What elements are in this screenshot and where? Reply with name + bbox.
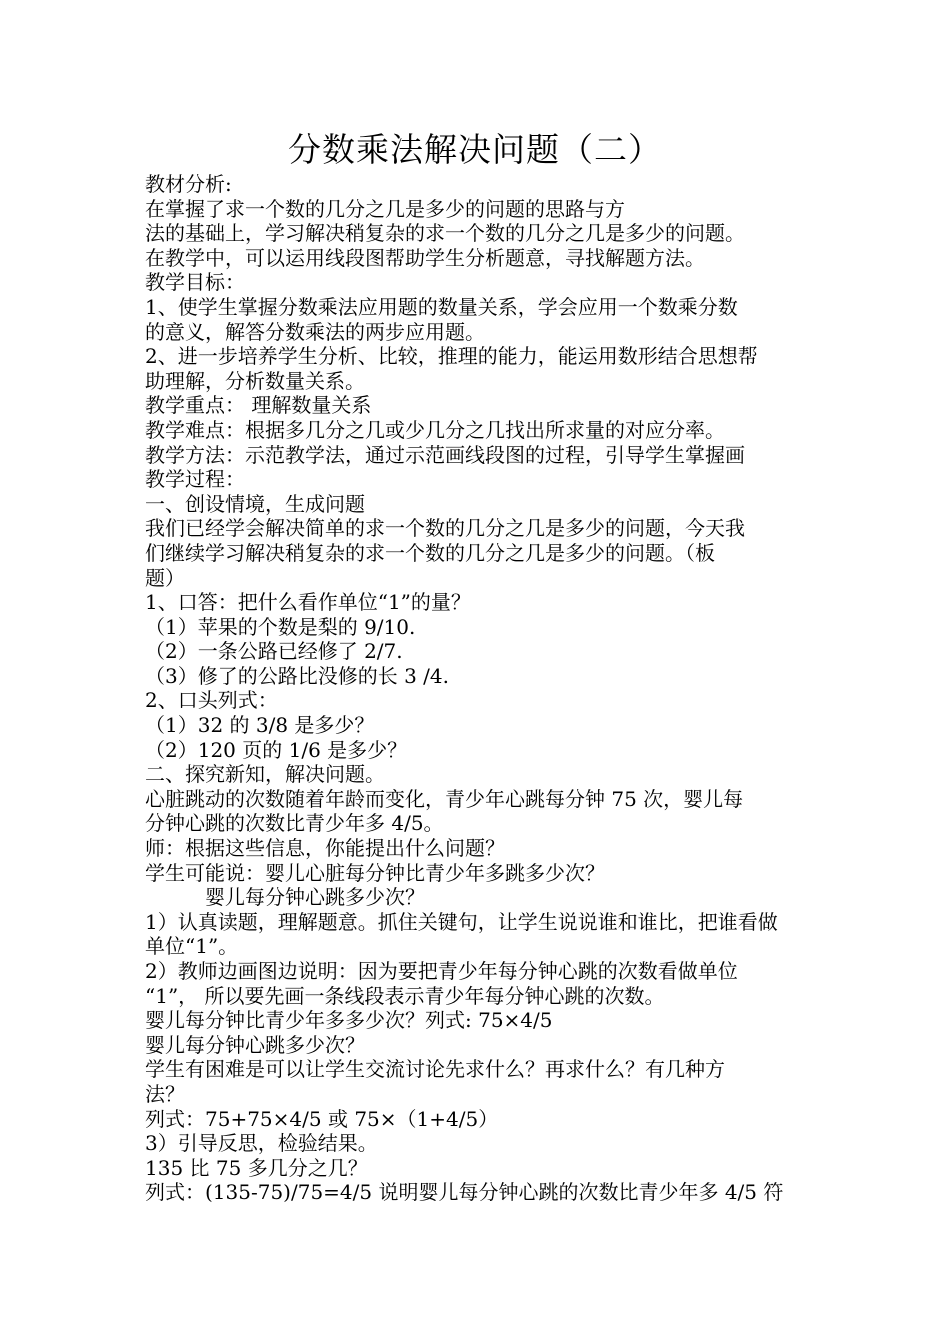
text-line: （1）32 的 3/8 是多少？ <box>145 713 375 738</box>
text-line: 心脏跳动的次数随着年龄而变化，青少年心跳每分钟 75 次，婴儿每 <box>145 786 744 811</box>
text-line: 们继续学习解决稍复杂的求一个数的几分之几是多少的问题。（板 <box>145 540 715 565</box>
text-line: 列式：(135-75)/75=4/5 说明婴儿每分钟心跳的次数比青少年多 4/5 符 <box>145 1180 784 1205</box>
text-line: 法的基础上，学习解决稍复杂的求一个数的几分之几是多少的问题。 <box>145 221 745 246</box>
text-line: 在教学中，可以运用线段图帮助学生分析题意，寻找解题方法。 <box>145 245 705 270</box>
text-line: 教材分析: <box>145 172 232 196</box>
text-line: 教学方法：示范教学法，通过示范画线段图的过程，引导学生掌握画 <box>145 442 745 467</box>
text-line: 法？ <box>145 1081 185 1106</box>
text-line: 教学过程： <box>145 467 245 492</box>
text-line: 列式：75+75×4/5 或 75×（1+4/5） <box>145 1106 499 1131</box>
text-line: 的意义，解答分数乘法的两步应用题。 <box>145 319 485 344</box>
text-line: 助理解，分析数量关系。 <box>145 368 365 393</box>
text-line: （1）苹果的个数是梨的 9/10. <box>145 614 416 639</box>
text-line: 教学难点：根据多几分之几或少几分之几找出所求量的对应分率。 <box>145 417 725 442</box>
text-line: 2）教师边画图边说明：因为要把青少年每分钟心跳的次数看做单位 <box>145 959 738 983</box>
text-line: 学生可能说：婴儿心脏每分钟比青少年多跳多少次？ <box>145 860 605 885</box>
text-line: 婴儿每分钟比青少年多多少次？列式: 75×4/5 <box>145 1008 553 1033</box>
text-line: 1、使学生掌握分数乘法应用题的数量关系，学会应用一个数乘分数 <box>145 294 738 319</box>
text-line: 分钟心跳的次数比青少年多 4/5。 <box>145 811 444 836</box>
text-line: 题） <box>145 565 185 590</box>
text-line: 2、口头列式： <box>145 688 278 713</box>
text-line: 我们已经学会解决简单的求一个数的几分之几是多少的问题，今天我 <box>145 516 745 541</box>
text-line: 学生有困难是可以让学生交流讨论先求什么？再求什么？有几种方 <box>145 1057 725 1082</box>
text-line: （3）修了的公路比没修的长 3 /4. <box>145 663 449 688</box>
text-line: 教学重点： 理解数量关系 <box>145 393 372 418</box>
text-line: 师：根据这些信息，你能提出什么问题？ <box>145 836 505 861</box>
text-line: 婴儿每分钟心跳多少次？ <box>145 1032 365 1057</box>
document-body <box>145 172 810 1205</box>
text-line: 在掌握了求一个数的几分之几是多少的问题的思路与方 <box>145 196 625 221</box>
text-line: 教学目标： <box>145 270 245 295</box>
text-line: 婴儿每分钟心跳多少次？ <box>145 885 425 910</box>
document-title: 分数乘法解决问题（二） <box>288 130 662 169</box>
text-line: 二、探究新知，解决问题。 <box>145 762 385 787</box>
text-line: 单位“1”。 <box>145 934 239 959</box>
text-line: 2、进一步培养学生分析、比较，推理的能力，能运用数形结合思想帮 <box>145 344 758 369</box>
text-line: “1”， 所以要先画一条线段表示青少年每分钟心跳的次数。 <box>145 983 665 1008</box>
text-line: 一、创设情境，生成问题 <box>145 491 365 516</box>
text-line: （2）一条公路已经修了 2/7. <box>145 639 403 664</box>
text-line: 3）引导反思，检验结果。 <box>145 1131 378 1156</box>
text-line: 135 比 75 多几分之几？ <box>145 1155 368 1180</box>
text-line: 1、口答：把什么看作单位“1”的量？ <box>145 590 471 615</box>
text-line: 1）认真读题，理解题意。抓住关键句，让学生说说谁和谁比，把谁看做 <box>145 909 778 934</box>
text-line: （2）120 页的 1/6 是多少？ <box>145 737 408 762</box>
